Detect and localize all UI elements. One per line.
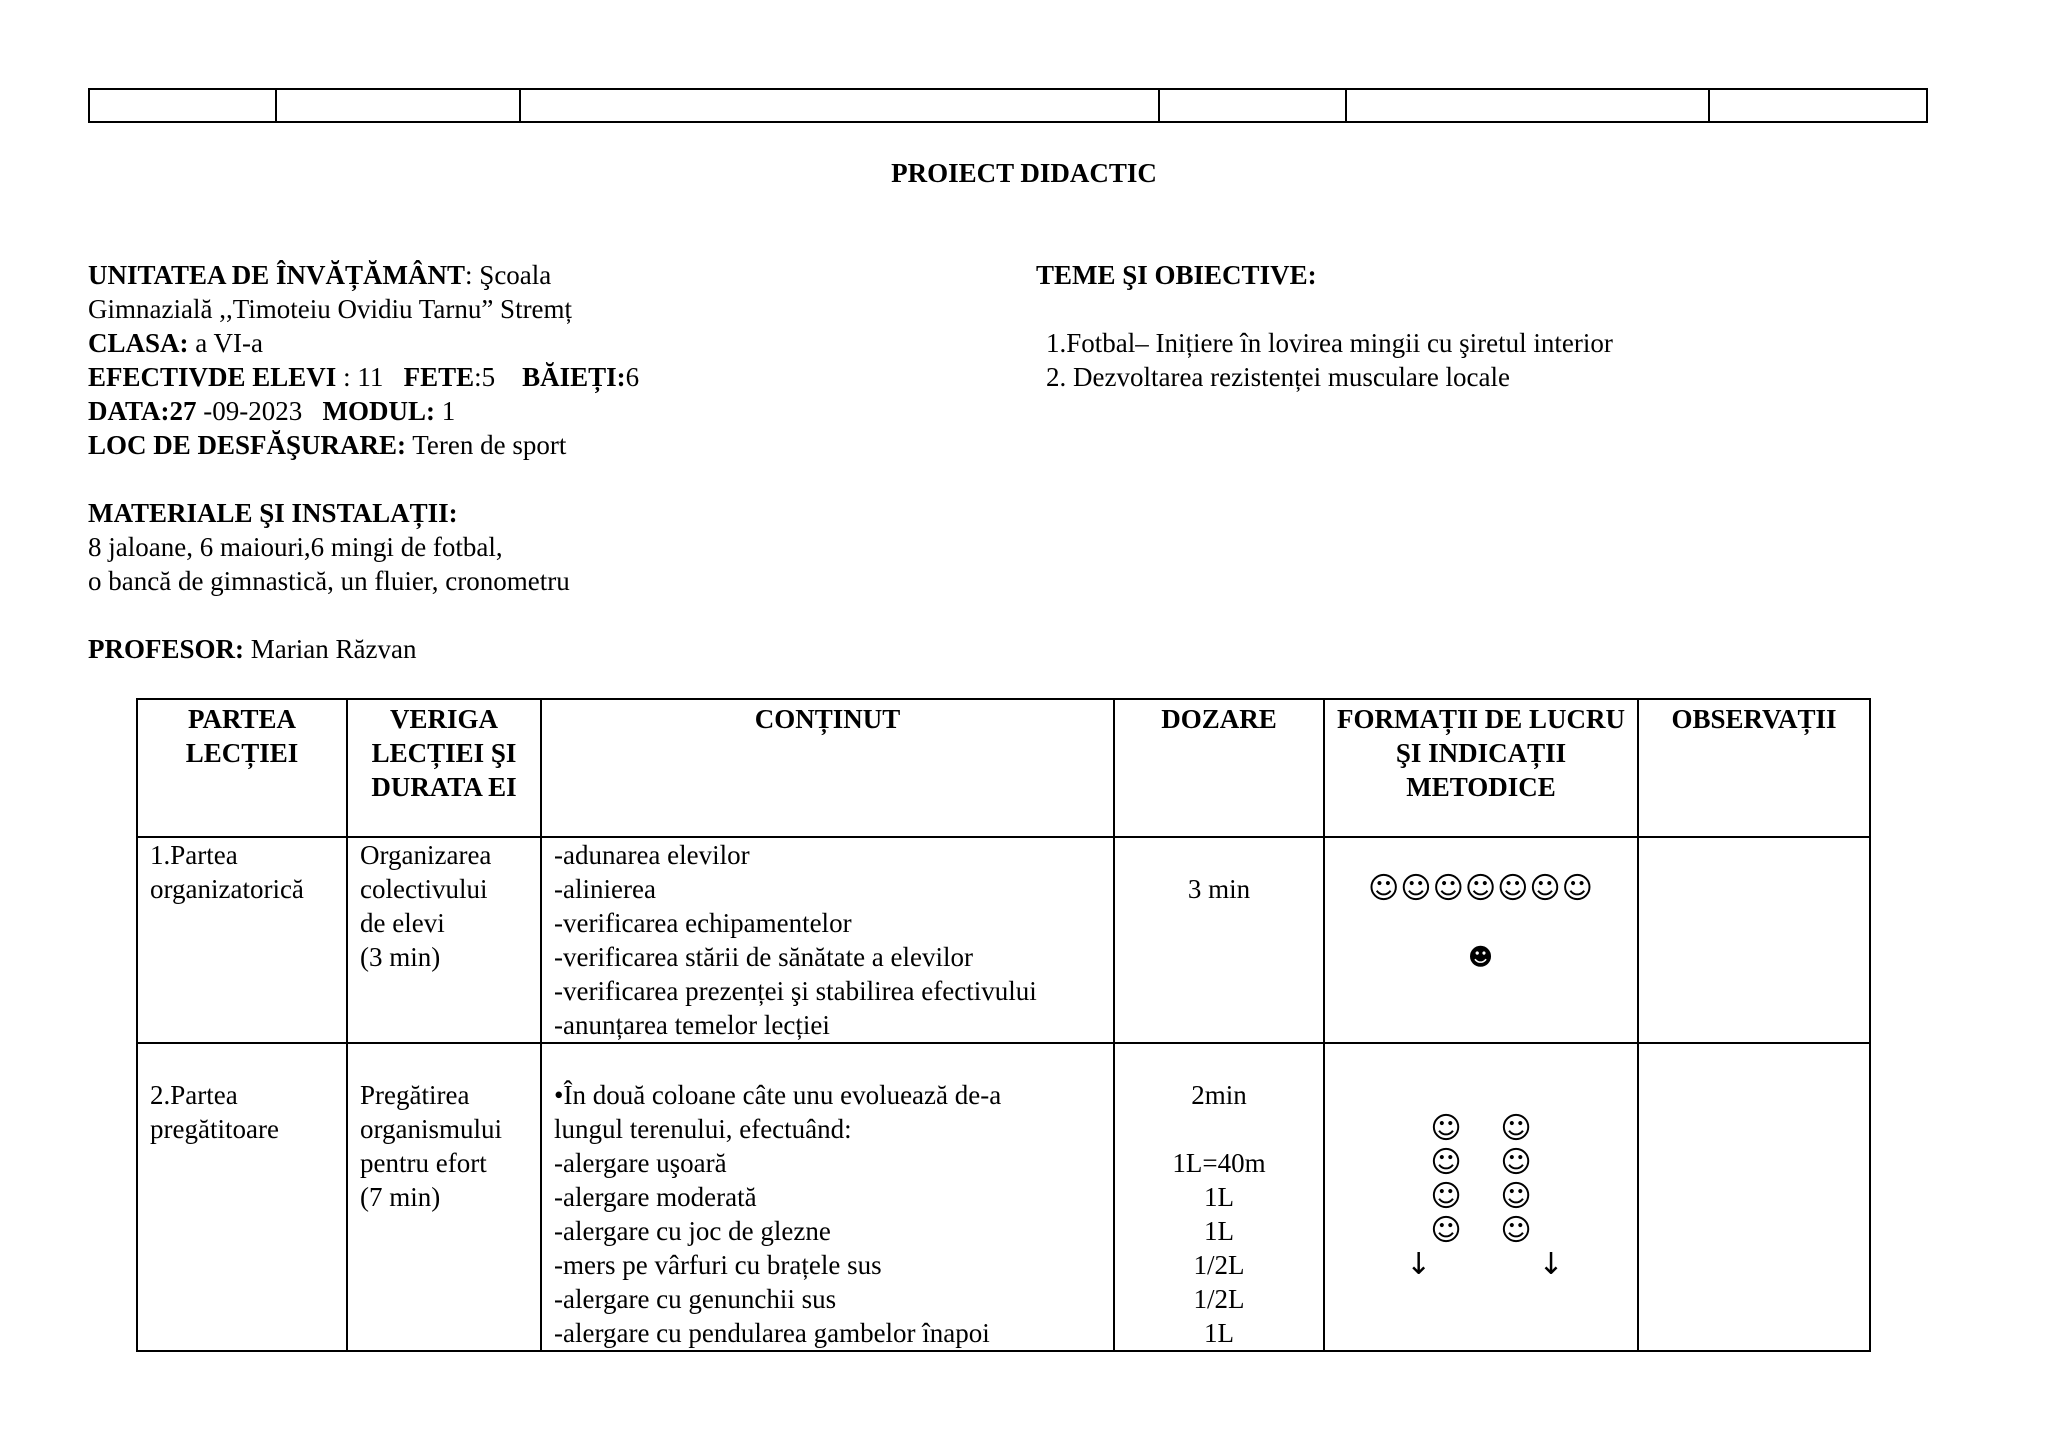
- content-line: -verificarea prezenței şi stabilirea efectivului: [554, 976, 1037, 1006]
- class-label: CLASA:: [88, 328, 189, 358]
- row2-formations: [1324, 1043, 1638, 1351]
- content-line: -mers pe vârfuri cu brațele sus: [554, 1250, 882, 1280]
- objective-1-text: Inițiere în lovirea mingii cu şiretul interior: [1148, 328, 1613, 358]
- dosage-value: 2min: [1191, 1080, 1247, 1110]
- header-strip-cell: [89, 89, 276, 122]
- content-line: -alergare uşoară: [554, 1148, 727, 1178]
- teacher-value: Marian Răzvan: [244, 634, 417, 664]
- content-line: •În două coloane câte unu evoluează de-a: [554, 1080, 1002, 1110]
- arrow-down-icon: ↓: [1538, 1247, 1564, 1282]
- content-line: -alergare cu genunchii sus: [554, 1284, 837, 1314]
- class-value: a VI-a: [188, 328, 263, 358]
- header-dosage: DOZARE: [1114, 699, 1324, 837]
- student-face-icon: ☺: [1430, 1111, 1462, 1146]
- location-label: LOC DE DESFĂŞURARE:: [88, 430, 407, 460]
- dosage-value: [1127, 1112, 1311, 1146]
- page-title: PROIECT DIDACTIC: [891, 158, 1157, 188]
- student-faces-icon: ☺☺☺☺☺☺☺: [1368, 871, 1594, 906]
- materials-line-2: o bancă de gimnastică, un fluier, cronometru: [88, 566, 570, 596]
- row2-step-line: Pregătirea: [360, 1080, 470, 1110]
- objectives-heading: [1036, 258, 1916, 292]
- student-face-icon: ☺: [1500, 1179, 1532, 1214]
- row2-part: [137, 1043, 347, 1351]
- row1-part-line: organizatorică: [150, 874, 304, 904]
- students-value: : 11: [336, 362, 384, 392]
- row1-notes: [1638, 837, 1870, 1043]
- arrow-down-icon: ↓: [1406, 1247, 1432, 1282]
- module-value: 1: [434, 396, 456, 426]
- row2-content: [541, 1043, 1114, 1351]
- row2-step-line: organismului: [360, 1114, 503, 1144]
- header-notes: OBSERVAȚII: [1638, 699, 1870, 837]
- module-label: MODUL:: [322, 396, 435, 426]
- header-formations: FORMAȚII DE LUCRU ŞI INDICAȚII METODICE: [1324, 699, 1638, 837]
- row1-dosage: [1114, 837, 1324, 1043]
- dosage-value: 1L: [1204, 1318, 1234, 1348]
- row2-dosage: [1114, 1043, 1324, 1351]
- content-line: -adunarea elevilor: [554, 840, 750, 870]
- row1-step: [347, 837, 541, 1043]
- teacher-face-icon: ☻: [1467, 943, 1495, 971]
- school-line: [88, 258, 788, 292]
- row2-step-line: (7 min): [360, 1182, 441, 1212]
- content-line: -verificarea echipamentelor: [554, 908, 852, 938]
- content-line: -alergare cu joc de glezne: [554, 1216, 831, 1246]
- row2-part-line: 2.Partea: [150, 1080, 238, 1110]
- objectives-heading-text: TEME ŞI OBIECTIVE:: [1036, 260, 1317, 290]
- location-value: Teren de sport: [406, 430, 567, 460]
- girls-label: FETE: [403, 362, 475, 392]
- student-face-icon: ☺: [1500, 1111, 1532, 1146]
- dosage-value: 1L: [1204, 1182, 1234, 1212]
- content-line: -alergare moderată: [554, 1182, 757, 1212]
- materials-label: MATERIALE ŞI INSTALAȚII:: [88, 498, 458, 528]
- student-face-icon: ☺: [1500, 1145, 1532, 1180]
- lesson-table-header: [137, 699, 1870, 837]
- content-line: -verificarea stării de sănătate a elevilor: [554, 942, 974, 972]
- header-strip-table: [88, 88, 1928, 123]
- student-face-icon: ☺: [1430, 1145, 1462, 1180]
- class-line: [88, 326, 788, 360]
- content-line: -alinierea: [554, 874, 656, 904]
- dosage-value: 1L=40m: [1172, 1148, 1266, 1178]
- header-step: VERIGA LECȚIEI ŞI DURATA EI: [347, 699, 541, 837]
- students-line: [88, 360, 788, 394]
- content-line: lungul terenului, efectuând:: [554, 1114, 852, 1144]
- girls-value: :5: [474, 362, 496, 392]
- objective-1-topic: 1.Fotbal–: [1046, 328, 1149, 358]
- header-strip-cell: [1709, 89, 1927, 122]
- row1-formations: [1324, 837, 1638, 1043]
- table-row: [137, 837, 1870, 1043]
- header-strip-cell: [520, 89, 1159, 122]
- row1-part-line: 1.Partea: [150, 840, 238, 870]
- date-line: [88, 394, 788, 428]
- header-strip-cell: [1346, 89, 1709, 122]
- students-label: EFECTIVDE ELEVI: [88, 362, 337, 392]
- objective-2: 2. Dezvoltarea rezistenței musculare locale: [1046, 362, 1511, 392]
- dosage-value: 1/2L: [1193, 1250, 1245, 1280]
- row2-part-line: pregătitoare: [150, 1114, 279, 1144]
- dosage-value: 1/2L: [1193, 1284, 1245, 1314]
- student-face-icon: ☺: [1500, 1213, 1532, 1248]
- teacher-line: [88, 632, 788, 666]
- row1-step-line: Organizarea: [360, 840, 492, 870]
- header-part: PARTEA LECȚIEI: [137, 699, 347, 837]
- school-label: UNITATEA DE ÎNVĂȚĂMÂNT: [88, 260, 466, 290]
- header-strip-cell: [1159, 89, 1345, 122]
- row1-part: [137, 837, 347, 1043]
- row2-notes: [1638, 1043, 1870, 1351]
- student-face-icon: ☺: [1430, 1179, 1462, 1214]
- boys-value: 6: [625, 362, 640, 392]
- boys-label: BĂIEȚI:: [522, 362, 626, 392]
- date-value: -09-2023: [196, 396, 303, 426]
- content-line: -anunțarea temelor lecției: [554, 1010, 830, 1040]
- two-columns-formation: [1337, 1112, 1625, 1282]
- dosage-value: 1L: [1204, 1216, 1234, 1246]
- school-value: : Şcoala: [465, 260, 552, 290]
- lesson-table: [136, 698, 1871, 1352]
- row1-step-line: colectivului: [360, 874, 488, 904]
- objectives: [1036, 258, 1916, 394]
- row2-step: [347, 1043, 541, 1351]
- date-label: DATA:27: [88, 396, 197, 426]
- student-face-icon: ☺: [1430, 1213, 1462, 1248]
- row1-content: [541, 837, 1114, 1043]
- row2-step-line: pentru efort: [360, 1148, 487, 1178]
- table-row: [137, 1043, 1870, 1351]
- header-content: CONȚINUT: [541, 699, 1114, 837]
- row1-step-line: de elevi: [360, 908, 445, 938]
- location-line: [88, 428, 788, 462]
- content-line: -alergare cu pendularea gambelor înapoi: [554, 1318, 990, 1348]
- teacher-label: PROFESOR:: [88, 634, 245, 664]
- row1-dosage-value: 3 min: [1187, 874, 1251, 904]
- header-strip-cell: [276, 89, 520, 122]
- row1-step-line: (3 min): [360, 942, 441, 972]
- school-line-2: Gimnazială ,,Timoteiu Ovidiu Tarnu” Stremț: [88, 294, 573, 324]
- materials-heading: [88, 496, 788, 530]
- lesson-info: [88, 258, 788, 666]
- materials-line-1: 8 jaloane, 6 maiouri,6 mingi de fotbal,: [88, 532, 503, 562]
- objective-1: [1036, 326, 1916, 360]
